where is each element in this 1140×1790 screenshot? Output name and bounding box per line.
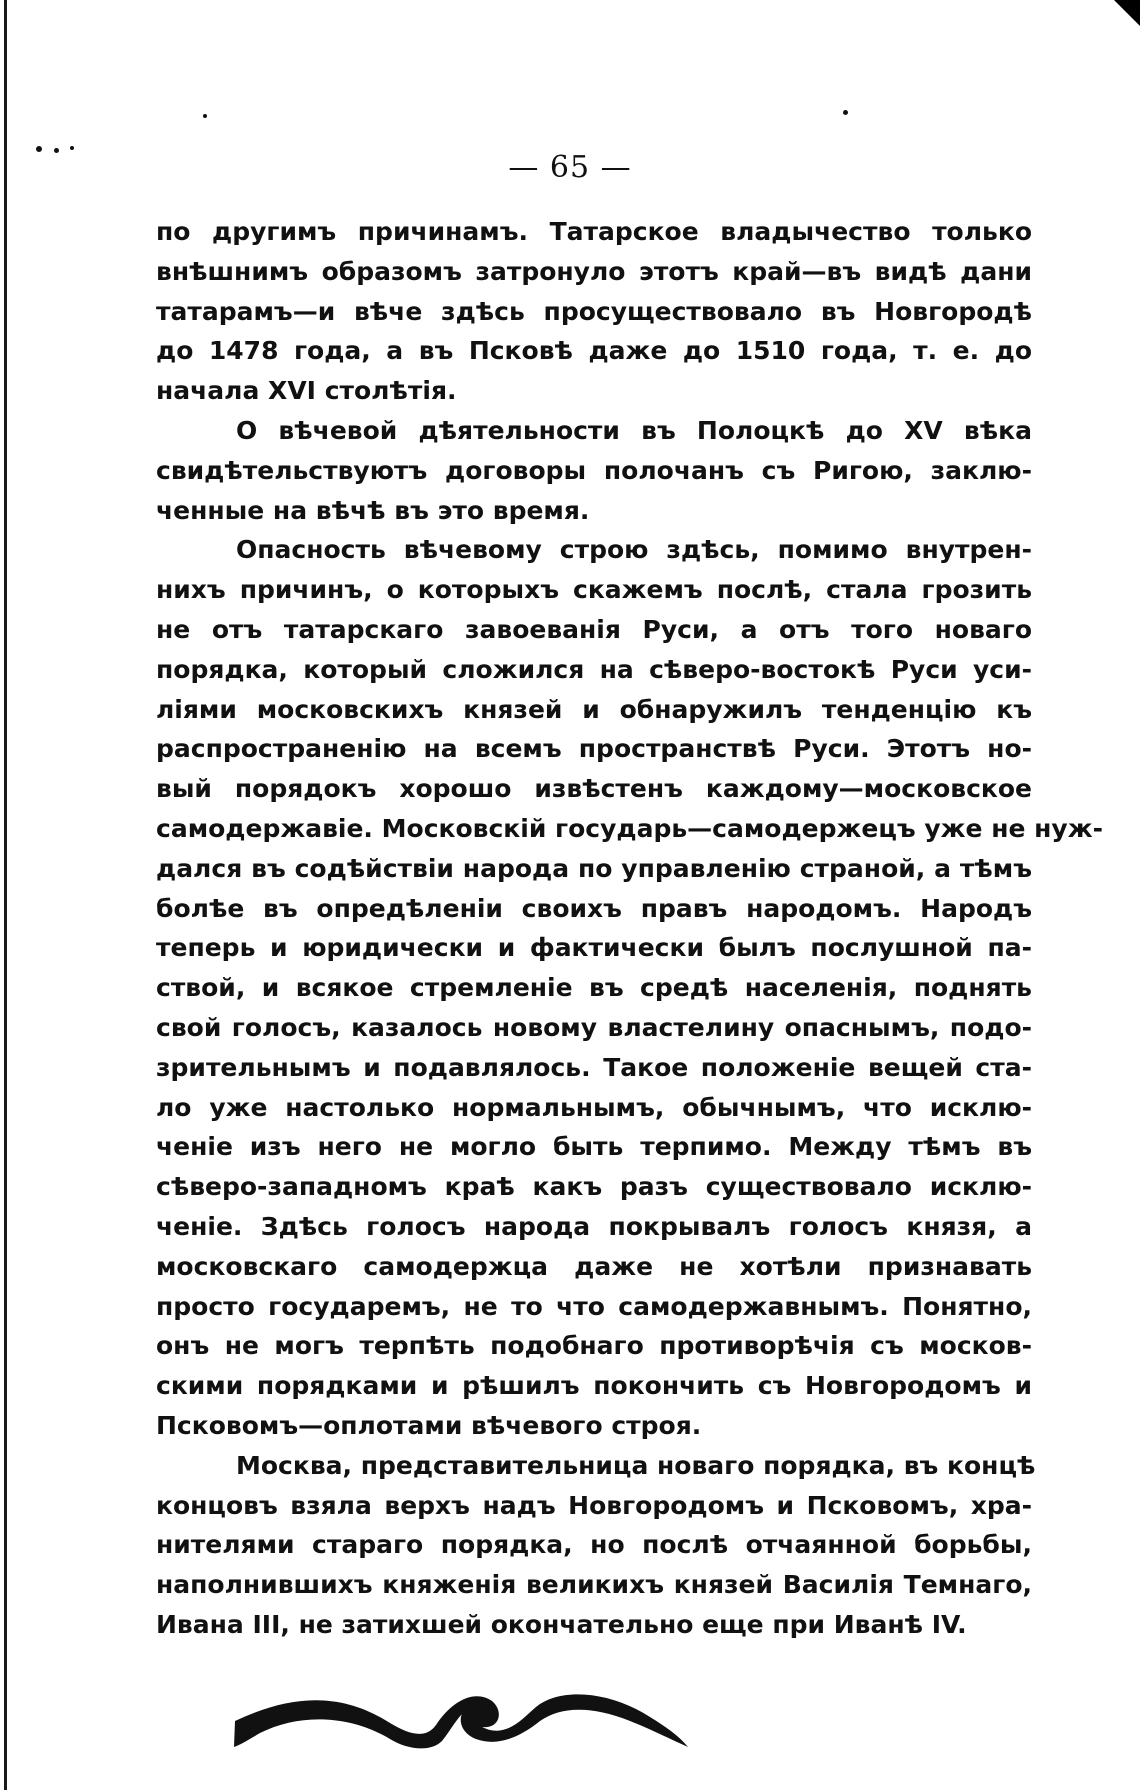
text-line: начала XVI столѣтія. <box>156 376 457 406</box>
text-line: просто государемъ, не то что самодержавнымъ. Понятно, <box>156 1291 1032 1321</box>
scan-speck <box>843 110 848 115</box>
text-line: ченіе изъ него не могло быть терпимо. Между тѣмъ въ <box>156 1132 1032 1162</box>
text-line: свидѣтельствуютъ договоры полочанъ съ Ригою, заклю- <box>156 455 1032 485</box>
text-line: до 1478 года, а въ Псковѣ даже до 1510 года, т. е. до <box>156 336 1032 366</box>
text-line: нихъ причинъ, о которыхъ скажемъ послѣ, стала грозить <box>156 575 1032 605</box>
corner-mark <box>1114 0 1140 26</box>
text-line: дался въ содѣйствіи народа по управленію страной, а тѣмъ <box>156 853 1032 883</box>
text-line: скими порядками и рѣшилъ покончить съ Новгородомъ и <box>156 1371 1032 1401</box>
text-line: онъ не могъ терпѣть подобнаго противорѣчія съ москов- <box>156 1331 1032 1361</box>
text-line: зрительнымъ и подавлялось. Такое положеніе вещей ста- <box>156 1052 1032 1082</box>
text-line: порядка, который сложился на сѣверо-востокѣ Руси уси- <box>156 654 1032 684</box>
text-line: внѣшнимъ образомъ затронуло этотъ край—въ видѣ дани <box>156 256 1032 286</box>
text-line: ствой, и всякое стремленіе въ средѣ населенія, поднять <box>156 973 1032 1003</box>
text-line: Опасность вѣчевому строю здѣсь, помимо внутрен- <box>236 535 1032 565</box>
page-number: — 65 — <box>508 150 632 185</box>
text-line: ченные на вѣчѣ въ это время. <box>156 495 590 525</box>
text-line: наполнившихъ княженія великихъ князей Василія Темнаго, <box>156 1570 1032 1600</box>
scan-speck <box>203 114 207 118</box>
text-line: нителями стараго порядка, но послѣ отчаянной борьбы, <box>156 1530 1032 1560</box>
text-line: ченіе. Здѣсь голосъ народа покрывалъ голосъ князя, а <box>156 1211 1032 1241</box>
text-line: болѣе въ опредѣленіи своихъ правъ народомъ. Народъ <box>156 893 1032 923</box>
tailpiece-ornament <box>230 1655 690 1755</box>
text-line: распространенію на всемъ пространствѣ Руси. Этотъ но- <box>156 734 1032 764</box>
text-line: татарамъ—и вѣче здѣсь просуществовало въ Новгородѣ <box>156 296 1032 326</box>
text-line: Ивана III, не затихшей окончательно еще при Иванѣ IV. <box>156 1609 967 1639</box>
text-line: Москва, представительница новаго порядка, въ концѣ <box>236 1450 1036 1480</box>
text-line: ліями московскихъ князей и обнаружилъ тенденцію къ <box>156 694 1032 724</box>
text-line: сѣверо-западномъ краѣ какъ разъ существовало исклю- <box>156 1172 1032 1202</box>
text-line: не отъ татарскаго завоеванія Руси, а отъ того новаго <box>156 614 1032 644</box>
text-line: самодержавіе. Московскій государь—самодержецъ уже не нуж- <box>156 813 1103 843</box>
text-line: теперь и юридически и фактически былъ послушной па- <box>156 933 1032 963</box>
body-text <box>156 212 1103 1645</box>
text-line: ло уже настолько нормальнымъ, обычнымъ, что исклю- <box>156 1092 1032 1122</box>
text-line: московскаго самодержца даже не хотѣли признавать <box>156 1251 1032 1281</box>
text-line: вый порядокъ хорошо извѣстенъ каждому—московское <box>156 774 1032 804</box>
text-line: Псковомъ—оплотами вѣчевого строя. <box>156 1410 702 1440</box>
text-line: по другимъ причинамъ. Татарское владычество только <box>156 217 1032 246</box>
text-line: свой голосъ, казалось новому властелину опаснымъ, подо- <box>156 1012 1032 1042</box>
text-line: О вѣчевой дѣятельности въ Полоцкѣ до XV вѣка <box>236 415 1032 445</box>
text-line: концовъ взяла верхъ надъ Новгородомъ и Псковомъ, хра- <box>156 1490 1032 1520</box>
page-edge-line <box>4 0 7 1790</box>
